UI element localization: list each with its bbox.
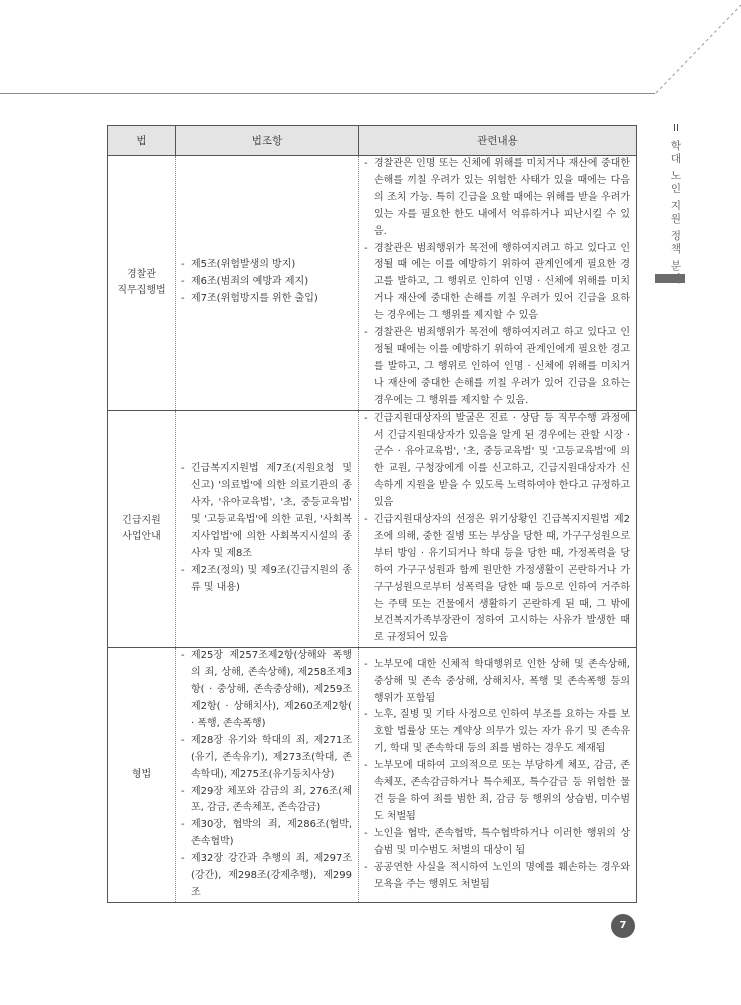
chapter-side-tab <box>664 122 688 286</box>
content-item: - 경찰관은 범죄행위가 목전에 행하여지려고 하고 있다고 인정될 때 에는 이를 예방하기 위하여 관계인에게 필요한 경고를 발하고, 그 행위로 인하여 인명 · 신체에 위해를 미치거나 재산에 중대한 손해를 끼칠 우려가 있어 긴급을 요하는 경우에는 그 행위를 제지할 수 있음 <box>363 241 630 326</box>
chapter-number: II <box>673 123 679 134</box>
table-row <box>108 648 637 903</box>
article-item: - 제30장, 협박의 죄, 제286조(협박, 존속협박) <box>180 817 352 851</box>
content-item: - 경찰관은 인명 또는 신체에 위해를 미치거나 재산에 중대한 손해를 끼칠 우려가 있는 위험한 사태가 있을 때에는 다음의 조치 가능. 특히 긴급을 요할 때에는 위해를 받을 우려가 있는 자를 필요한 한도 내에서 억류하거나 피난시킬 수 있음. <box>363 156 630 241</box>
article-item: - 제6조(범죄의 예방과 제지) <box>180 274 352 291</box>
law-name-cell: 형법 <box>108 648 176 903</box>
article-item: - 제7조(위험방지를 위한 출입) <box>180 291 352 308</box>
header-rule <box>0 93 655 94</box>
header-articles: 법조항 <box>176 126 359 156</box>
articles-cell <box>176 648 359 903</box>
corner-decoration <box>640 0 741 100</box>
content-item: - 공공연한 사실을 적시하여 노인의 명예를 훼손하는 경우와 모욕을 주는 행위도 처벌됨 <box>363 860 630 894</box>
header-law: 법 <box>108 126 176 156</box>
header-contents: 관련내용 <box>359 126 637 156</box>
law-name-cell: 긴급지원 사업안내 <box>108 410 176 648</box>
article-item: - 제25장 제257조제2항(상해와 폭행의 죄, 상해, 존속상해), 제258조제3항( · 중상해, 존속중상해), 제259조제2항( · 상해치사), 제260조제2항( · 폭행, 존속폭행) <box>180 648 352 733</box>
articles-cell <box>176 410 359 648</box>
chapter-marker-bar <box>655 274 685 283</box>
content-item: - 노후, 질병 및 기타 사정으로 인하여 부조를 요하는 자를 보호할 법률상 또는 계약상 의무가 있는 자가 유기 및 존속유기, 학대 및 존속학대 등의 죄를 범하는 경우도 제재됨 <box>363 707 630 758</box>
article-item: - 제28장 유기와 학대의 죄, 제271조(유기, 존속유기), 제273조(학대, 존속학대), 제275조(유기등치사상) <box>180 733 352 784</box>
content-item: - 노부모에 대한 신체적 학대행위로 인한 상해 및 존속상해, 중상해 및 존속 중상해, 상해치사, 폭행 및 존속폭행 등의 행위가 포함됨 <box>363 657 630 708</box>
chapter-title: 학 대 노 인 지 원 정 책 분 <box>670 140 682 272</box>
content-item: - 노인을 협박, 존속협박, 특수협박하거나 이러한 행위의 상습범 및 미수범도 처벌의 대상이 됨 <box>363 826 630 860</box>
content-item: - 긴급지원대상자의 발굴은 진료 · 상담 등 직무수행 과정에서 긴급지원대상자가 있음을 알게 된 경우에는 관할 시장 · 군수 · 유아교육법', '초, 중등교육법' 및 '고등교육법'에 의한 교원, 구청장에게 이를 신고하고, 긴급지원대상자가 신속하게 지원을 받을 수 있도록 노력하여야 한다고 규정하고 있음 <box>363 411 630 512</box>
contents-cell <box>359 648 637 903</box>
content-item: - 긴급지원대상자의 선정은 위기상황인 긴급복지지원법 제2조에 의해, 중한 질병 또는 부상을 당한 때, 가구구성원으로부터 방임 · 유기되거나 학대 등을 당한 때, 가정폭력을 당하여 가구구성원과 함께 원만한 가정생활이 곤란하거나 가구구성원으로부터 성폭력을 당한 때 등으로 인하여 거주하는 주택 또는 건물에서 생활하기 곤란하게 된 때, 그 밖에 보건복지가족부장관이 정하여 고시하는 사유가 발생한 때로 규정되어 있음 <box>363 512 630 647</box>
contents-cell <box>359 156 637 411</box>
contents-cell <box>359 410 637 648</box>
table-row <box>108 410 637 648</box>
law-table <box>107 125 637 903</box>
content-item: - 경찰관은 범죄행위가 목전에 행하여지려고 하고 있다고 인정될 때에는 이를 예방하기 위하여 관계인에게 필요한 경고를 발하고, 그 행위로 인하여 인명 · 신체에 위해를 미치거나 재산에 중대한 손해를 끼칠 우려가 있어 긴급을 요하는 경우에는 그 행위를 제지할 수 있음. <box>363 325 630 410</box>
article-item: - 제29장 체포와 감금의 죄, 276조(체포, 감금, 존속체포, 존속감금) <box>180 784 352 818</box>
content-item: - 노부모에 대하여 고의적으로 또는 부당하게 체포, 감금, 존속체포, 존속감금하거나 특수체포, 특수감금 등 위험한 물건 등을 하여 죄를 범한 죄, 감금 등 행위의 상습범, 미수범도 처벌됨 <box>363 758 630 826</box>
article-item: - 제32장 강간과 추행의 죄, 제297조(강간), 제298조(강제추행), 제299조 <box>180 851 352 902</box>
page-number: 7 <box>611 914 635 938</box>
table-row <box>108 156 637 411</box>
article-item: - 제2조(정의) 및 제9조(긴급지원의 종류 및 내용) <box>180 563 352 597</box>
article-item: - 제5조(위험발생의 방지) <box>180 257 352 274</box>
article-item: - 긴급복지지원법 제7조(지원요청 및 신고) '의료법'에 의한 의료기관의 종사자, '유아교육법', '초, 중등교육법' 및 '고등교육법'에 의한 교원, '사회복지사업법'에 의한 사회복지시설의 종사자 및 제8조 <box>180 461 352 562</box>
law-name-cell: 경찰관 직무집행법 <box>108 156 176 411</box>
table-header-row <box>108 126 637 156</box>
articles-cell <box>176 156 359 411</box>
